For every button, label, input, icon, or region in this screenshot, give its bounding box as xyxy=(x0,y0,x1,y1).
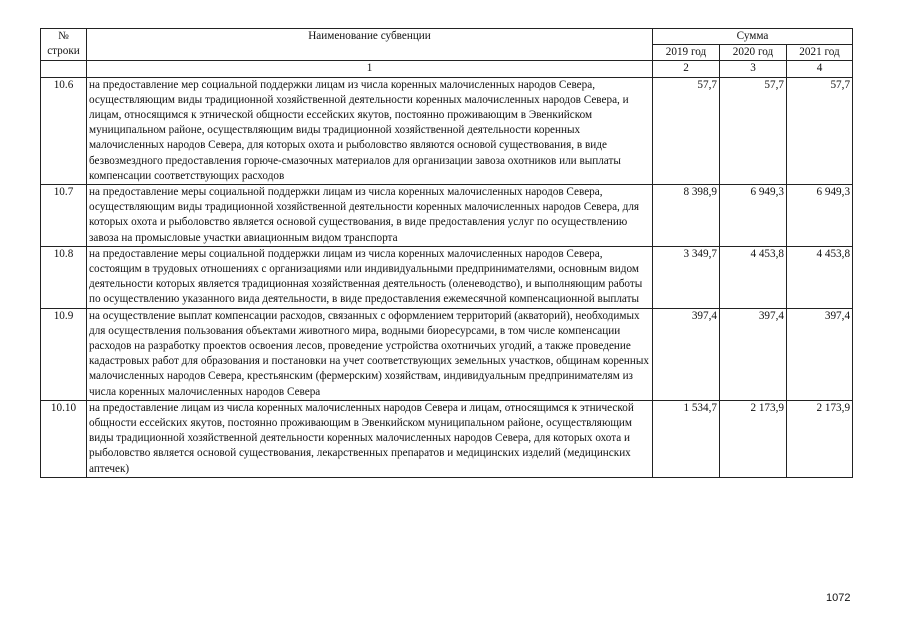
header-row-number-line2: строки xyxy=(47,45,80,58)
row-number: 10.9 xyxy=(41,308,87,400)
row-description: на предоставление меры социальной поддержки лицам из числа коренных малочисленных народов Севера, осуществляющим виды традиционной хозяйственной деятельности коренных малочисленных народов Севера, для которых охота и рыболовство является основой существования, в виде предоставления услуг по осуществлению завоза на промысловые участки авиационным видом транспорта xyxy=(87,185,653,247)
header-year-2020: 2020 год xyxy=(720,45,787,61)
column-number-1: 1 xyxy=(87,61,653,77)
value-2019: 8 398,9 xyxy=(653,185,720,247)
value-2020: 2 173,9 xyxy=(720,400,787,477)
value-2021: 397,4 xyxy=(787,308,853,400)
page-number: 1072 xyxy=(826,592,851,604)
row-description: на предоставление лицам из числа коренных малочисленных народов Севера и лицам, относящимся к этнической общности ессейских якутов, постоянно проживающим в Эвенкийском муниципальном районе, осуществляющим виды традиционной хозяйственной деятельности коренных малочисленных народов Севера, для которых охота и рыболовство является основой существования, лекарственных препаратов и медицинских изделий (медицинских аптечек) xyxy=(87,400,653,477)
value-2020: 4 453,8 xyxy=(720,246,787,308)
header-row-number xyxy=(41,29,87,61)
value-2020: 57,7 xyxy=(720,77,787,184)
row-number: 10.6 xyxy=(41,77,87,184)
table-row xyxy=(41,308,853,400)
header-sum: Сумма xyxy=(653,29,853,45)
column-number-3: 3 xyxy=(720,61,787,77)
value-2021: 6 949,3 xyxy=(787,185,853,247)
value-2020: 397,4 xyxy=(720,308,787,400)
column-number-2: 2 xyxy=(653,61,720,77)
subventions-table xyxy=(40,28,853,478)
header-year-2021: 2021 год xyxy=(787,45,853,61)
row-description: на осуществление выплат компенсации расходов, связанных с оформлением территорий (акваторий), необходимых для осуществления пользования объектами животного мира, водными биоресурсами, в том числе компенсации расходов на разработку проектов освоения лесов, проведение устройства охотничьих угодий, а также проведение кадастровых работ для образования и постановки на учет соответствующих земельных участков, общинам коренных малочисленных народов Севера, крестьянским (фермерским) хозяйствам, индивидуальным предпринимателям из числа коренных малочисленных народов Севера xyxy=(87,308,653,400)
row-number: 10.7 xyxy=(41,185,87,247)
table-row xyxy=(41,246,853,308)
row-number: 10.10 xyxy=(41,400,87,477)
row-description: на предоставление мер социальной поддержки лицам из числа коренных малочисленных народов Севера, осуществляющим виды традиционной хозяйственной деятельности коренных малочисленных народов Севера, и лицам, относящимся к этнической общности ессейских якутов, постоянно проживающим в Эвенкийском муниципальном районе, осуществляющим виды традиционной хозяйственной деятельности коренных малочисленных народов Севера, для которых охота и рыболовство являются основой существования, в виде безвозмездного предоставления горюче-смазочных материалов для организации завоза охотников или выплаты компенсации соответствующих расходов xyxy=(87,77,653,184)
row-number: 10.8 xyxy=(41,246,87,308)
column-number-4: 4 xyxy=(787,61,853,77)
value-2019: 57,7 xyxy=(653,77,720,184)
value-2021: 57,7 xyxy=(787,77,853,184)
row-description: на предоставление меры социальной поддержки лицам из числа коренных малочисленных народов Севера, состоящим в трудовых отношениях с организациями или индивидуальными предпринимателями, основным видом деятельности которых является традиционная хозяйственная деятельность (оленеводство), и выполняющим работы по осуществлению указанного вида деятельности, в виде предоставления ежемесячной компенсационной выплаты xyxy=(87,246,653,308)
table-row xyxy=(41,400,853,477)
table-row xyxy=(41,77,853,184)
value-2021: 4 453,8 xyxy=(787,246,853,308)
header-row-number-line1: № xyxy=(58,30,69,42)
header-year-2019: 2019 год xyxy=(653,45,720,61)
value-2020: 6 949,3 xyxy=(720,185,787,247)
value-2019: 3 349,7 xyxy=(653,246,720,308)
value-2021: 2 173,9 xyxy=(787,400,853,477)
value-2019: 1 534,7 xyxy=(653,400,720,477)
column-number-empty xyxy=(41,61,87,77)
header-subvention-name: Наименование субвенции xyxy=(87,29,653,61)
table-row xyxy=(41,185,853,247)
value-2019: 397,4 xyxy=(653,308,720,400)
